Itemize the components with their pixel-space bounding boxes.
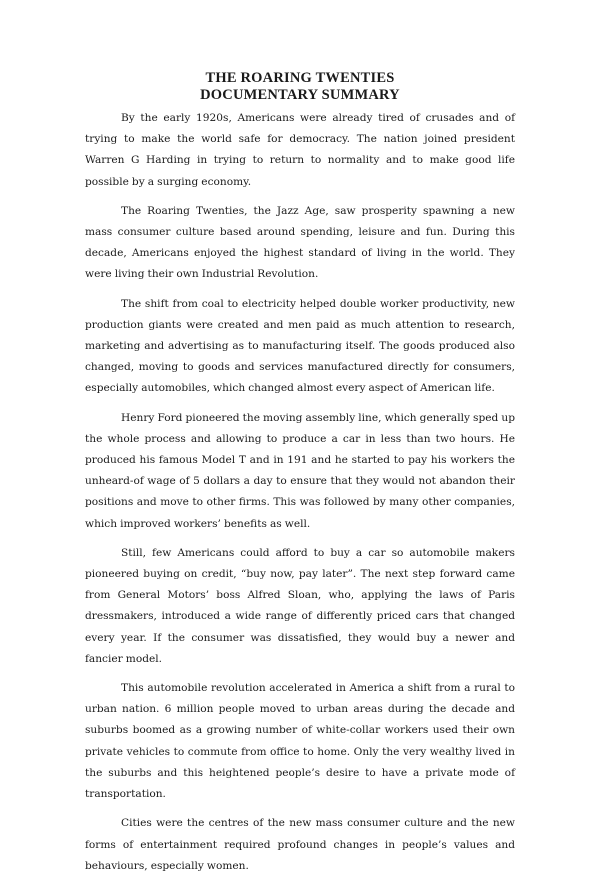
- paragraph-6: This automobile revolution accelerated in America a shift from a rural to urban nation. 6 million people moved to urban areas during the decade and suburbs boomed as a growing number of white-collar workers used their own private vehicles to commute from office to home. Only the very wealthy lived in the suburbs and this heightened people’s desire to have a private mode of transportation.: [85, 682, 515, 801]
- title-line-2: DOCUMENTARY SUMMARY: [200, 87, 400, 103]
- paragraph-7: Cities were the centres of the new mass consumer culture and the new forms of entertainment required profound changes in people’s values and behaviours, especially women.: [85, 817, 515, 872]
- paragraph-4: Henry Ford pioneered the moving assembly line, which generally sped up the whole process and allowing to produce a car in less than two hours. He produced his famous Model T and in 191 and he started to pay his workers the unheard-of wage of 5 dollars a day to ensure that they would not abandon their positions and move to other firms. This was followed by many other companies, which improved workers’ benefits as well.: [85, 411, 515, 530]
- document-title: [85, 70, 515, 104]
- paragraph-5: Still, few Americans could afford to buy a car so automobile makers pioneered buying on credit, “buy now, pay later”. The next step forward came from General Motors’ boss Alfred Sloan, who, applying the laws of Paris dressmakers, introduced a wide range of differently priced cars that changed every year. If the consumer was dissatisfied, they would buy a newer and fancier model.: [85, 546, 515, 665]
- paragraph-3: The shift from coal to electricity helped double worker productivity, new production giants were created and men paid as much attention to research, marketing and advertising as to manufacturing itself. The goods produced also changed, moving to goods and services manufactured directly for consumers, especially automobiles, which changed almost every aspect of American life.: [85, 297, 515, 395]
- document-page: [85, 70, 515, 885]
- paragraph-1: By the early 1920s, Americans were already tired of crusades and of trying to make the world safe for democracy. The nation joined president Warren G Harding in trying to return to normality and to make good life possible by a surging economy.: [85, 112, 515, 188]
- title-line-1: THE ROARING TWENTIES: [205, 70, 395, 86]
- paragraph-2: The Roaring Twenties, the Jazz Age, saw prosperity spawning a new mass consumer culture based around spending, leisure and fun. During this decade, Americans enjoyed the highest standard of living in the world. They were living their own Industrial Revolution.: [85, 204, 515, 281]
